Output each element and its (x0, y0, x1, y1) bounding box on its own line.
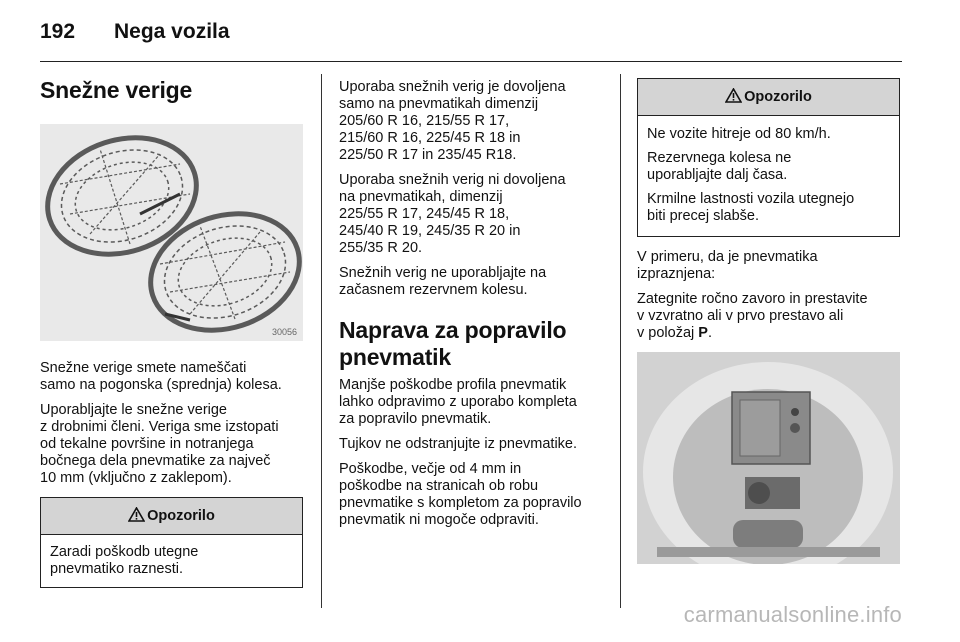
text-line: 225/55 R 17, 245/45 R 18, (339, 206, 510, 222)
text-line: 215/60 R 16, 225/45 R 18 in (339, 130, 521, 146)
warning-text (50, 544, 293, 578)
text-line: Krmilne lastnosti vozila utegnejo (647, 191, 855, 207)
text-segment: v položaj (637, 325, 699, 341)
chapter-title: Nega vozila (114, 20, 230, 43)
column-2 (339, 79, 603, 537)
text-line: lahko odpravimo z uporabo kompleta (339, 394, 577, 410)
title-line: Naprava za popravilo (339, 317, 567, 343)
text-line: Zaradi poškodb utegne (50, 544, 199, 560)
paragraph (40, 360, 303, 394)
warning-box (40, 497, 303, 588)
paragraph (637, 249, 900, 283)
text-line: z drobnimi členi. Veriga sme izstopati (40, 419, 279, 435)
warning-triangle-icon (128, 507, 145, 526)
text-line: pnevmatiko raznesti. (50, 561, 183, 577)
figure-id: 30056 (271, 327, 297, 337)
text-line: poškodbe na stranicah ob robu (339, 478, 539, 494)
text-segment: . (707, 325, 712, 341)
text-line: 255/35 R 20. (339, 240, 423, 256)
warning-body (41, 535, 302, 587)
tire-repair-kit-photo (637, 352, 900, 564)
warning-header (41, 498, 302, 535)
text-line (637, 325, 900, 342)
warning-text (647, 150, 890, 184)
gear-position-label: P (698, 325, 708, 341)
text-line: Rezervnega kolesa ne (647, 150, 792, 166)
paragraph (637, 291, 900, 342)
page-number: 192 (40, 20, 76, 43)
warning-title: Opozorilo (147, 508, 215, 524)
text-line: Ne vozite hitreje od 80 km/h. (647, 126, 831, 142)
page-header (40, 18, 902, 62)
paragraph (339, 436, 603, 453)
text-line: Manjše poškodbe profila pnevmatik (339, 377, 567, 393)
section-title-repair-kit (339, 317, 603, 371)
text-line: Tujkov ne odstranjujte iz pnevmatike. (339, 436, 578, 452)
title-line: pnevmatik (339, 344, 451, 370)
text-line: začasnem rezervnem kolesu. (339, 282, 528, 298)
warning-title: Opozorilo (744, 89, 812, 105)
snow-chains-illustration (40, 124, 303, 341)
column-3 (637, 78, 900, 564)
warning-text (647, 126, 890, 143)
text-line: Poškodbe, večje od 4 mm in (339, 461, 522, 477)
tire-repair-kit-graphic (637, 352, 900, 564)
text-line: 205/60 R 16, 215/55 R 17, (339, 113, 510, 129)
text-line: samo na pnevmatikah dimenzij (339, 96, 539, 112)
paragraph (40, 402, 303, 487)
text-line: samo na pogonska (sprednja) kolesa. (40, 377, 282, 393)
text-line: Uporaba snežnih verig ni dovoljena (339, 172, 566, 188)
paragraph (339, 461, 603, 529)
warning-box (637, 78, 900, 237)
column-divider-2 (620, 74, 621, 608)
text-line: Uporaba snežnih verig je dovoljena (339, 79, 566, 95)
text-line: pnevmatike s kompletom za popravilo (339, 495, 582, 511)
warning-text (647, 191, 890, 225)
text-line: 10 mm (vključno z zaklepom). (40, 470, 232, 486)
text-line: Snežne verige smete nameščati (40, 360, 247, 376)
text-line: pnevmatik ni mogoče odpraviti. (339, 512, 539, 528)
warning-triangle-icon (725, 88, 742, 107)
text-line: Snežnih verig ne uporabljajte na (339, 265, 547, 281)
snow-chains-graphic (40, 124, 303, 341)
warning-header (638, 79, 899, 116)
text-line: bočnega dela pnevmatike za največ (40, 453, 271, 469)
paragraph (339, 377, 603, 428)
text-line: 225/50 R 17 in 235/45 R18. (339, 147, 517, 163)
paragraph (339, 79, 603, 164)
text-line: Uporabljajte le snežne verige (40, 402, 227, 418)
paragraph (339, 265, 603, 299)
column-1 (40, 74, 303, 596)
paragraph (339, 172, 603, 257)
watermark: carmanualsonline.info (683, 602, 902, 627)
text-line: izpraznjena: (637, 266, 716, 282)
text-line: Zategnite ročno zavoro in prestavite (637, 291, 868, 307)
text-line: 245/40 R 19, 245/35 R 20 in (339, 223, 521, 239)
text-line: biti precej slabše. (647, 208, 760, 224)
warning-body (638, 116, 899, 236)
column-divider-1 (321, 74, 322, 608)
section-title-snow-chains: Snežne verige (40, 77, 193, 103)
text-line: za popravilo pnevmatik. (339, 411, 492, 427)
text-line: V primeru, da je pnevmatika (637, 249, 818, 265)
text-line: od tekalne površine in notranjega (40, 436, 254, 452)
text-line: na pnevmatikah, dimenzij (339, 189, 503, 205)
text-line: uporabljajte dalj časa. (647, 167, 788, 183)
text-line: v vzvratno ali v prvo prestavo ali (637, 308, 844, 324)
